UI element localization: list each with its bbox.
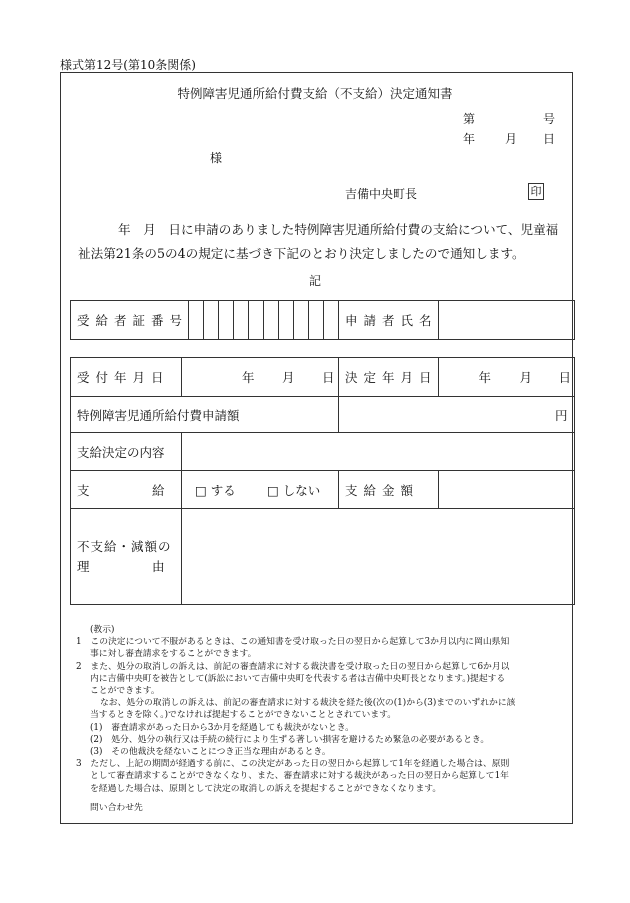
recipient-table [70, 300, 575, 340]
addressee-honorific: 様 [210, 151, 223, 165]
amount-requested-label: 特例障害児通所給付費申請額 [71, 397, 339, 433]
payment-amount-field[interactable] [438, 471, 574, 509]
digit-box[interactable] [264, 301, 279, 340]
decision-content-field[interactable] [182, 433, 575, 471]
option-nopay-checkbox[interactable]: □ しない [267, 482, 321, 498]
yen-unit: 円 [555, 407, 568, 423]
decision-date-label: 決定年月日 [339, 358, 439, 397]
digit-box[interactable] [219, 301, 234, 340]
decision-content-label: 支給決定の内容 [71, 433, 182, 471]
digit-box[interactable] [234, 301, 249, 340]
date-day: 日 [543, 132, 556, 146]
applicant-name-label: 申請者氏名 [339, 301, 439, 340]
option-pay-checkbox[interactable]: □ する [195, 482, 236, 498]
subnote-3: (3) その他裁決を経ないことにつき正当な理由があるとき。 [90, 747, 331, 758]
note-3: 3 ただし、上記の期間が経過する前に、この決定があった日の翌日から起算して1年を経過した場合は、原則 [76, 759, 510, 770]
number-suffix: 号 [543, 112, 556, 126]
digit-box[interactable] [324, 301, 339, 340]
digit-box[interactable] [309, 301, 324, 340]
instruction-notes: (教示) 1 この決定について不服があるときは、この通知書を受け取った日の翌日から起算して3か月以内に岡山県知 事に対し審査請求をすることができます。 2 また、処分の取消しの訴えは、前記の審査請求に対する裁決書を受け取った日の翌日から起算して6か月以 内に吉備中央町を被告として(訴訟において吉備中央町を代表する者は吉備中央町長となります。)提起する ことができます。 なお、処分の取消しの訴えは、前記の審査請求に対する裁決を経た後(次の(1)から(3)までのいずれかに該 当するときを除く。)でなければ提起することができないこととされています。 (1) 審査請求があった日から3か月を経過しても裁決がないとき。 (2) 処分、処分の執行又は手続の続行により生ずる著しい損害を避けるため緊急の必要があるとき。 (3) その他裁決を経ないことにつき正当な理由があるとき。 3 ただし、上記の期間が経過する前に、この決定があった日の翌日から起算して1年を経過した場合は、原則 として審査請求することができなくなり、また、審査請求に対する裁決があった日の翌日から起算して1年 を経過した場合は、原則として決定の取消しの訴えを提起することができなくなります。 問い合わせ先 [76, 624, 568, 814]
receipt-date-label: 受付年月日 [71, 358, 182, 397]
reason-field[interactable] [182, 509, 575, 605]
digit-box[interactable] [279, 301, 294, 340]
reason-label: 不支給・減額の 理 由 [71, 509, 182, 605]
amount-requested-field[interactable] [339, 397, 575, 433]
document-title: 特例障害児通所給付費支給（不支給）決定通知書 [177, 86, 453, 101]
note-2: 2 また、処分の取消しの訴えは、前記の審査請求に対する裁決書を受け取った日の翌日から起算して6か月以 [76, 661, 510, 672]
issuer-name: 吉備中央町長 [345, 187, 418, 201]
note-1: 1 この決定について不服があるときは、この通知書を受け取った日の翌日から起算して3か月以内に岡山県知 [76, 637, 510, 648]
date-year: 年 [463, 132, 476, 146]
payment-amount-label: 支給金額 [339, 471, 439, 509]
payment-label: 支 給 [71, 471, 182, 509]
digit-box[interactable] [249, 301, 264, 340]
recipient-number-label: 受給者証番号 [71, 301, 189, 340]
form-number-label: 様式第12号(第10条関係) [60, 58, 196, 72]
date-month: 月 [505, 132, 518, 146]
receipt-date-field[interactable]: 年 月 日 [182, 358, 339, 397]
ki-heading: 記 [308, 274, 321, 288]
decision-date-field[interactable]: 年 月 日 [438, 358, 574, 397]
seal-mark: 印 [528, 183, 544, 200]
digit-box[interactable] [294, 301, 309, 340]
number-prefix: 第 [463, 112, 476, 126]
notice-body: 年 月 日に申請のありました特例障害児通所給付費の支給について、児童福祉法第21条の5の4の規定に基づき下記のとおり決定しましたので通知します。 [78, 222, 559, 261]
notes-heading: (教示) [90, 625, 115, 635]
subnote-2: (2) 処分、処分の執行又は手続の続行により生ずる著しい損害を避けるため緊急の必要があるとき。 [90, 734, 490, 745]
payment-options [182, 471, 339, 509]
digit-box[interactable] [189, 301, 204, 340]
contact-label: 問い合わせ先 [90, 802, 143, 813]
decision-table [70, 357, 575, 605]
subnote-1: (1) 審査請求があった日から3か月を経過しても裁決がないとき。 [90, 722, 354, 733]
digit-box[interactable] [204, 301, 219, 340]
applicant-name-field[interactable] [438, 301, 574, 340]
